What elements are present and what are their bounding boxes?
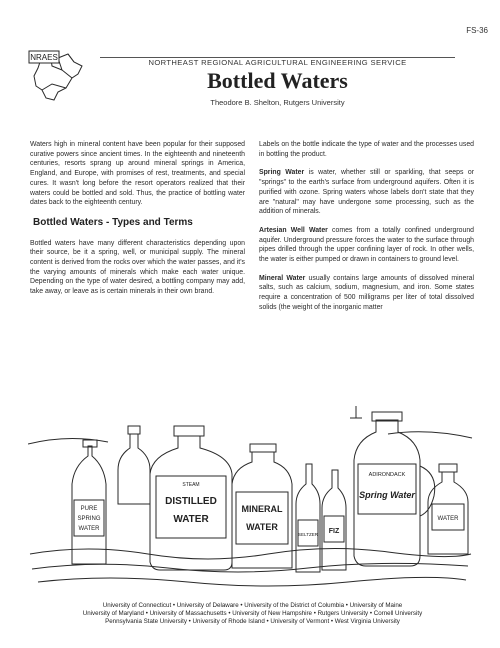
label-text: PURE	[80, 506, 98, 512]
fizz-bottle	[322, 470, 346, 570]
label-text: WATER	[437, 516, 459, 522]
bottle-cap	[128, 426, 140, 434]
artesian-term: Artesian Well Water	[259, 226, 328, 234]
nraes-logo	[28, 48, 90, 108]
bottle-neck	[350, 406, 362, 418]
label-text: ADIRONDACK	[368, 472, 406, 478]
section-heading: Bottled Waters - Types and Terms	[33, 216, 193, 228]
seltzer-bottle	[296, 464, 320, 572]
label-text: FIZ	[328, 528, 340, 535]
tall-bottle	[350, 406, 362, 418]
author-line: Theodore B. Shelton, Rutgers University	[210, 98, 345, 107]
label-text: MINERAL	[241, 504, 283, 514]
label-text: DISTILLED	[165, 496, 217, 507]
label-text: WATER	[78, 526, 100, 532]
jug-cap	[174, 426, 204, 436]
footer-line: Pennsylvania State University • University of Rhode Island • University of Vermont • West Virginia University	[105, 618, 400, 625]
water-ripple-line	[38, 577, 466, 586]
label-text: STEAM	[182, 482, 200, 488]
label-text: WATER	[246, 522, 278, 532]
left-column	[30, 140, 245, 306]
spring-water-term: Spring Water	[259, 169, 305, 177]
bottles-illustration	[28, 404, 473, 596]
artesian-paragraph	[259, 226, 474, 265]
background-bottle	[118, 426, 150, 504]
types-paragraph: Bottled waters have many different characteristics depending upon their source, be it a spring, well, or municipal supply. The mineral content is derived from the rocks over which the water passes, and it's the varying amounts of minerals which make each water unique. Depending on the type of water desired, a bottling company may add, take away, or leave as is certain minerals in their own brand.	[30, 239, 245, 296]
spring-water-bottle	[72, 440, 106, 564]
label-text: Spring Water	[359, 490, 415, 500]
jug-cap	[250, 444, 276, 452]
mineral-water-term: Mineral Water	[259, 274, 306, 282]
mineral-water-paragraph	[259, 274, 474, 313]
mineral-water-jug	[232, 444, 292, 568]
jug-cap	[439, 464, 457, 472]
labels-paragraph: Labels on the bottle indicate the type of water and the processes used in bottling the product.	[259, 141, 474, 158]
distilled-water-jug	[150, 426, 232, 570]
footer-line: University of Connecticut • University of Delaware • University of the District of Columbia • University of Maine	[102, 602, 403, 609]
document-id: FS-36	[466, 26, 488, 35]
label-text: SPRING	[77, 516, 101, 522]
artesian-text: comes from a totally confined underground aquifer. Underground pressure forces the water to the surface through pipes drilled through the upper confining layer of rock. In other wells, the water is either pumped or drawn in containers to ground level.	[259, 226, 474, 264]
organization-name: NORTHEAST REGIONAL AGRICULTURAL ENGINEERING SERVICE	[148, 58, 407, 67]
page-title: Bottled Waters	[207, 68, 348, 93]
label-text: WATER	[173, 514, 209, 525]
spring-water-text: is water, whether still or sparkling, that seeps or "springs" to the earth's surface from underground aquifers. Often it is purified with ozone. Spring waters whose labels don't state that they are "natural" may have undergone some processing, such as the addition of minerals.	[259, 169, 475, 216]
logo-text: NRAES	[30, 53, 58, 62]
footer	[30, 602, 475, 626]
right-column	[259, 140, 474, 322]
adirondack-spring-water-jug	[354, 412, 435, 566]
background-stroke	[28, 432, 472, 444]
footer-line: University of Maryland • University of Massachusetts • University of New Hampshire • Rutgers University • Cornell University	[82, 610, 423, 617]
bottle-outline	[118, 434, 150, 504]
small-jug	[428, 464, 468, 554]
bottle-outline	[296, 464, 320, 572]
intro-paragraph: Waters high in mineral content have been popular for their supposed curative powers since ancient times. In the eighteenth and nineteenth centuries, resorts sprang up around mineral springs in America, England, and Europe, with promises of rest, treatments, and special cures. It wasn't long before the resort operators realized that their waters could be bottled and sold. Thus, the practice of bottling water dates back to the eighteenth century.	[30, 141, 245, 207]
jug-label	[236, 492, 288, 544]
spring-water-paragraph	[259, 168, 474, 217]
label-text: SELTZER	[298, 532, 318, 537]
mineral-water-text: usually contains large amounts of dissolved mineral salts, such as calcium, sodium, magnesium, and iron. Some states require a concentration of 500 milligrams per liter of total dissolved solids (the weight of the inorganic matter	[259, 274, 474, 311]
water-surface-line	[30, 548, 471, 559]
